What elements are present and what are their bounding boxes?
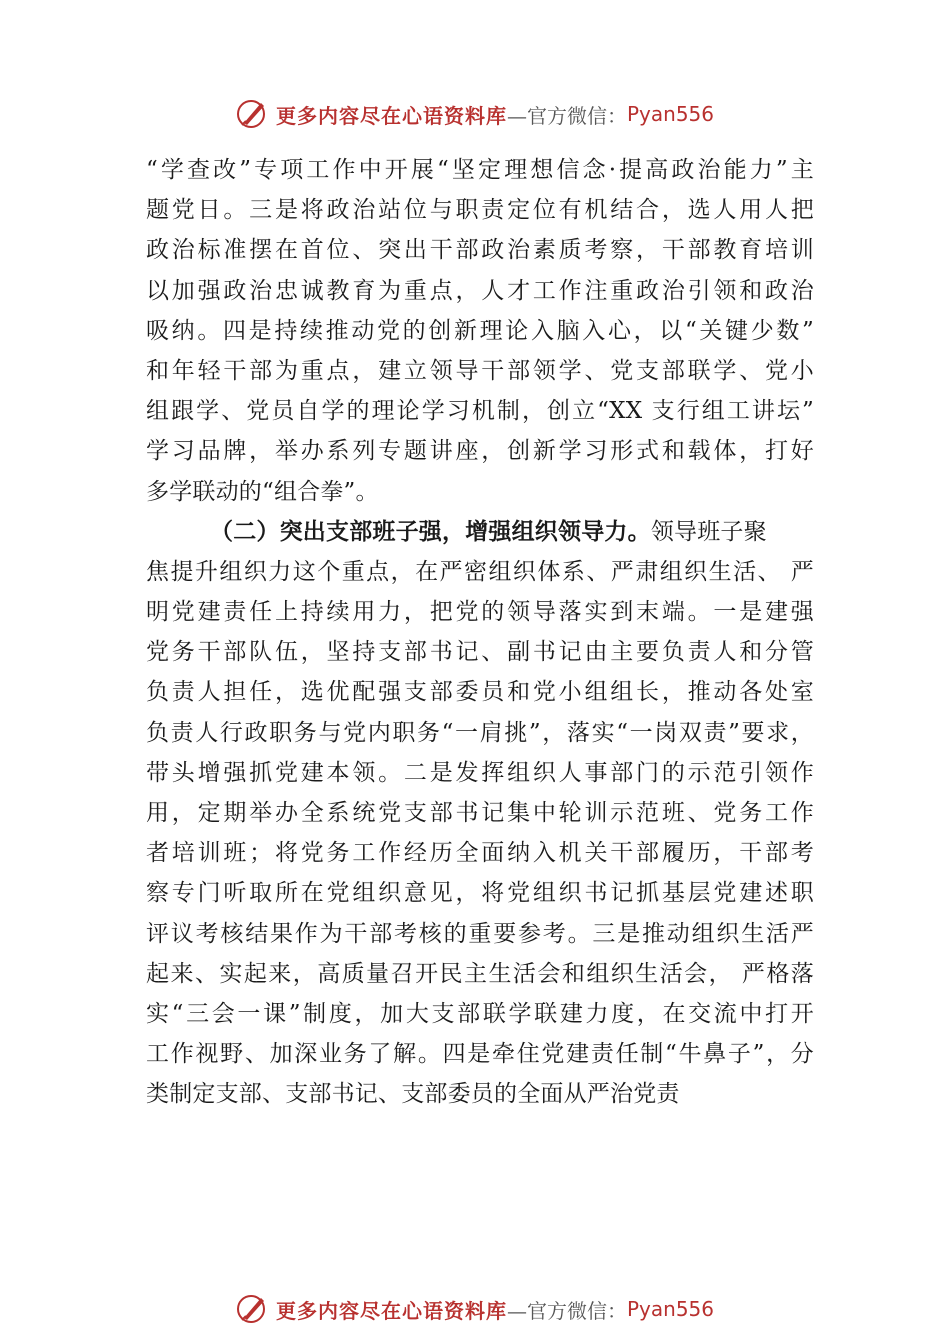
text-line: 学习品牌，举办系列专题讲座，创新学习形式和载体，打好 (146, 438, 814, 465)
text-line: 负责人行政职务与党内职务“一肩挑”，落实“一岗双责”要求， (146, 719, 814, 746)
paragraph-1 (146, 150, 814, 512)
text-line: 和年轻干部为重点，建立领导干部领学、党支部联学、党小 (146, 357, 814, 384)
text-line: 明党建责任上持续用力，把党的领导落实到末端。一是建强 (146, 599, 814, 626)
text-line: 多学联动的“组合拳”。 (146, 478, 379, 505)
text-line: 工作视野、加深业务了解。四是牵住党建责任制“牛鼻子”，分 (146, 1041, 814, 1068)
quill-seal-icon (236, 1292, 270, 1326)
section-heading (146, 512, 814, 552)
watermark-separator: —官方微信： (506, 1298, 627, 1323)
text-line: 起来、实起来，高质量召开民主生活会和组织生活会， 严格落 (146, 960, 814, 987)
watermark-separator: —官方微信： (506, 103, 627, 128)
document-body (146, 150, 814, 1115)
section-heading-title: （二）突出支部班子强，增强组织领导力。 (210, 517, 651, 545)
text-line: 政治标准摆在首位、突出干部政治素质考察，干部教育培训 (146, 237, 814, 264)
text-line: 带头增强抓党建本领。二是发挥组织人事部门的示范引领作 (146, 759, 814, 786)
text-line: 组跟学、党员自学的理论学习机制，创立“XX 支行组工讲坛” (146, 398, 814, 425)
text-line: 焦提升组织力这个重点，在严密组织体系、严肃组织生活、 严 (146, 558, 814, 585)
watermark-wechat-id: Pyan556 (626, 102, 714, 126)
text-line: 吸纳。四是持续推动党的创新理论入脑入心，以“关键少数” (146, 317, 814, 344)
text-line: 评议考核结果作为干部考核的重要参考。三是推动组织生活严 (146, 920, 814, 947)
text-line: 者培训班；将党务工作经历全面纳入机关干部履历，干部考 (146, 840, 814, 867)
text-line: 用，定期举办全系统党支部书记集中轮训示范班、党务工作 (146, 800, 814, 826)
text-line: 实“三会一课”制度，加大支部联学联建力度，在交流中打开 (146, 1000, 814, 1027)
footer-watermark (0, 1289, 950, 1329)
paragraph-2 (146, 552, 814, 1115)
text-line: 以加强政治忠诚教育为重点，人才工作注重政治引领和政治 (146, 277, 814, 304)
text-line: “学查改”专项工作中开展“坚定理想信念·提高政治能力”主 (146, 157, 814, 183)
watermark-brand: 更多内容尽在心语资料库 (275, 1298, 507, 1323)
text-line: 类制定支部、支部书记、支部委员的全面从严治党责 (146, 1081, 680, 1108)
header-watermark (0, 94, 950, 134)
text-line: 负责人担任，选优配强支部委员和党小组组长，推动各处室 (146, 679, 814, 706)
watermark-brand: 更多内容尽在心语资料库 (275, 103, 507, 128)
quill-seal-icon (236, 97, 270, 131)
text-line: 题党日。三是将政治站位与职责定位有机结合，选人用人把 (146, 197, 814, 224)
section-heading-rest: 领导班子聚 (650, 518, 767, 545)
text-line: 察专门听取所在党组织意见，将党组织书记抓基层党建述职 (146, 880, 814, 907)
text-line: 党务干部队伍，坚持支部书记、副书记由主要负责人和分管 (146, 639, 814, 666)
watermark-wechat-id: Pyan556 (626, 1297, 714, 1321)
